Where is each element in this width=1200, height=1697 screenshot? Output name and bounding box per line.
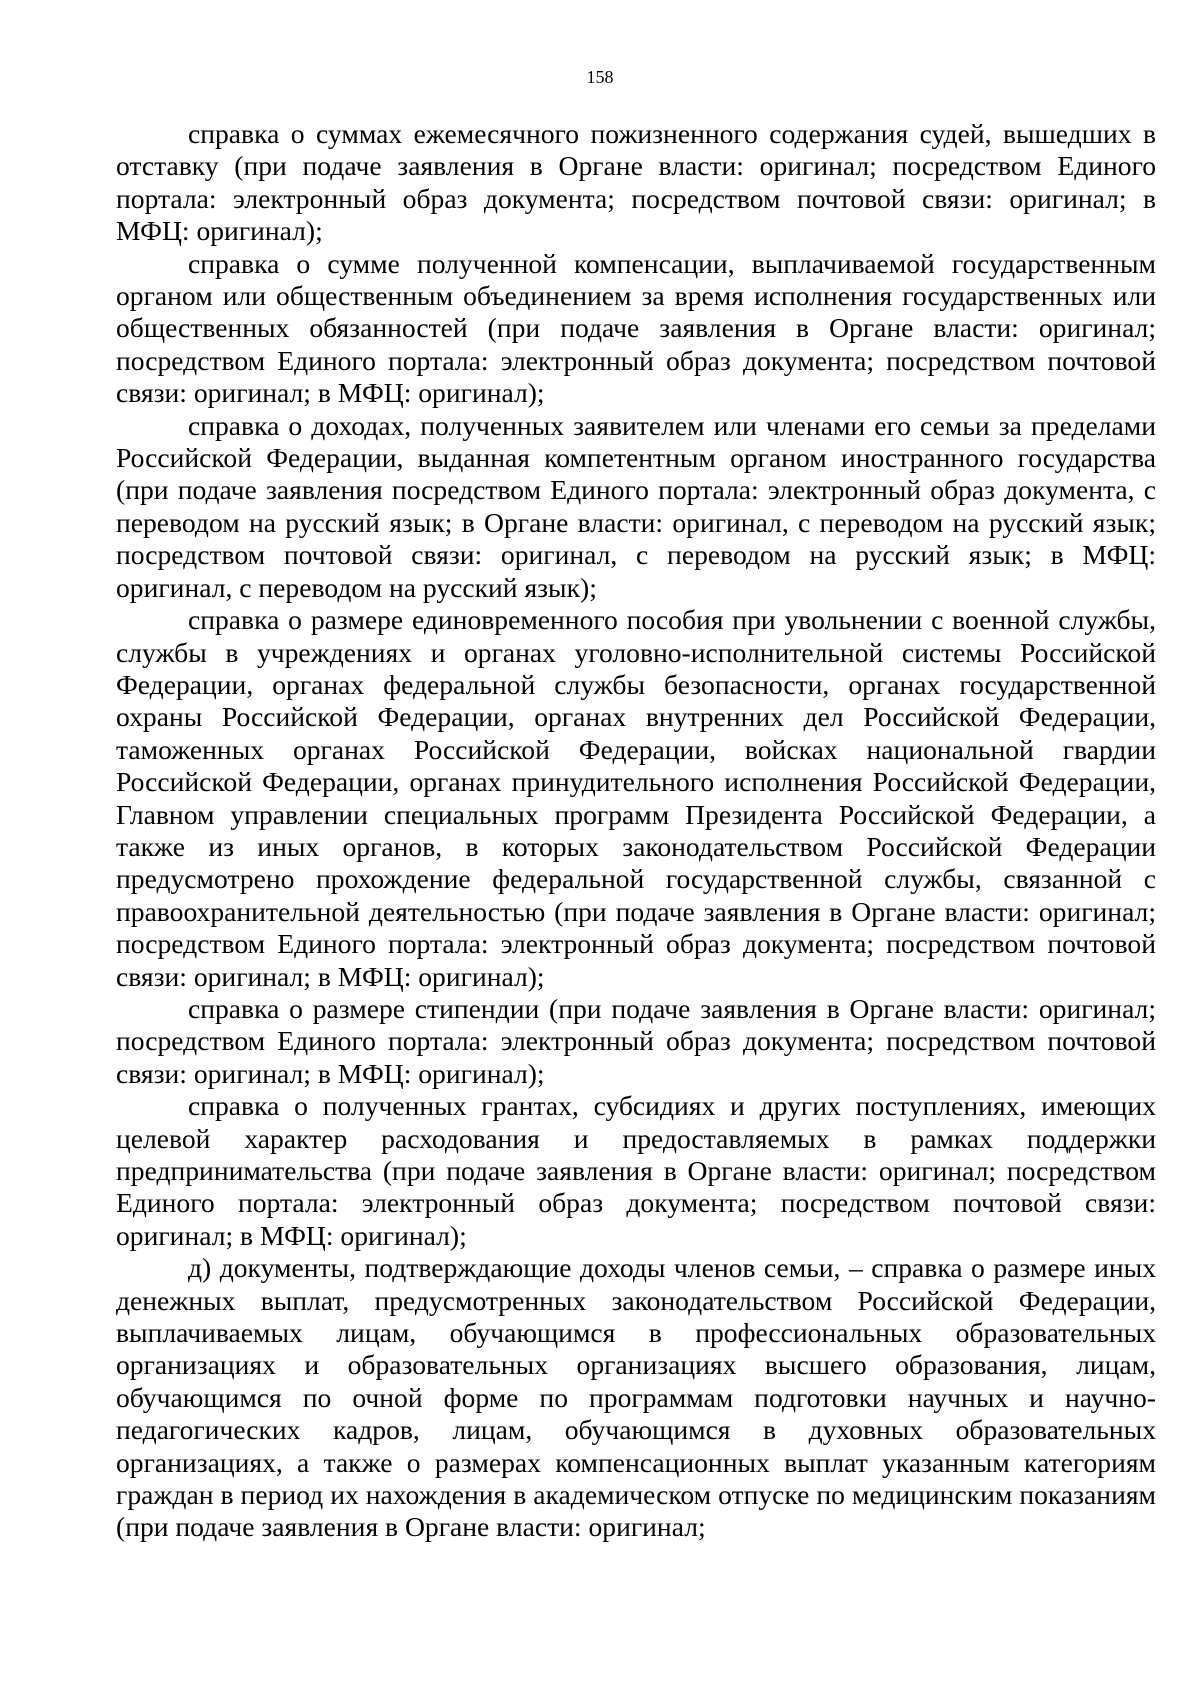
paragraph-family-income-documents: д) документы, подтверждающие доходы членов семьи, – справка о размере иных денежных выплат, предусмотренных законодательством Российской Федерации, выплачиваемых лицам, обучающимся в профессиональных образовательных организациях и образовательных организациях высшего образования, лицам, обучающимся по очной форме по программам подготовки научных и научно-педагогических кадров, лицам, обучающимся в духовных образовательных организациях, а также о размерах компенсационных выплат указанным категориям граждан в период их нахождения в академическом отпуске по медицинским показаниям (при подаче заявления в Органе власти: оригинал; bbox=[116, 1252, 1156, 1543]
document-body bbox=[116, 118, 1156, 1544]
page-number: 158 bbox=[586, 67, 614, 87]
paragraph-grants: справка о полученных грантах, субсидиях и других поступлениях, имеющих целевой характер расходования и предоставляемых в рамках поддержки предпринимательства (при подаче заявления в Органе власти: оригинал; посредством Единого портала: электронный образ документа; посредством почтовой связи: оригинал; в МФЦ: оригинал); bbox=[116, 1090, 1156, 1251]
paragraph-compensation: справка о сумме полученной компенсации, выплачиваемой государственным органом или общественным объединением за время исполнения государственных или общественных обязанностей (при подаче заявления в Органе власти: оригинал; посредством Единого портала: электронный образ документа; посредством почтовой связи: оригинал; в МФЦ: оригинал); bbox=[116, 247, 1156, 409]
paragraph-foreign-income: справка о доходах, полученных заявителем или членами его семьи за пределами Российской Федерации, выданная компетентным органом иностранного государства (при подаче заявления посредством Единого портала: электронный образ документа, с переводом на русский язык; в Органе власти: оригинал, с переводом на русский язык; посредством почтовой связи: оригинал, с переводом на русский язык; в МФЦ: оригинал, с переводом на русский язык); bbox=[116, 409, 1156, 603]
paragraph-dismissal-allowance: справка о размере единовременного пособия при увольнении с военной службы, службы в учреждениях и органах уголовно-исполнительной системы Российской Федерации, органах федеральной службы безопасности, органах государственной охраны Российской Федерации, органах внутренних дел Российской Федерации, таможенных органах Российской Федерации, войсках национальной гвардии Российской Федерации, органах принудительного исполнения Российской Федерации, Главном управлении специальных программ Президента Российской Федерации, а также из иных органов, в которых законодательством Российской Федерации предусмотрено прохождение федеральной государственной службы, связанной с правоохранительной деятельностью (при подаче заявления в Органе власти: оригинал; посредством Единого портала: электронный образ документа; посредством почтовой связи: оригинал; в МФЦ: оригинал); bbox=[116, 604, 1156, 992]
paragraph-scholarship: справка о размере стипендии (при подаче заявления в Органе власти: оригинал; посредством Единого портала: электронный образ документа; посредством почтовой связи: оригинал; в МФЦ: оригинал); bbox=[116, 992, 1156, 1089]
paragraph-judges-allowance: справка о суммах ежемесячного пожизненного содержания судей, вышедших в отставку (при подаче заявления в Органе власти: оригинал; посредством Единого портала: электронный образ документа; посредством почтовой связи: оригинал; в МФЦ: оригинал); bbox=[116, 118, 1156, 247]
